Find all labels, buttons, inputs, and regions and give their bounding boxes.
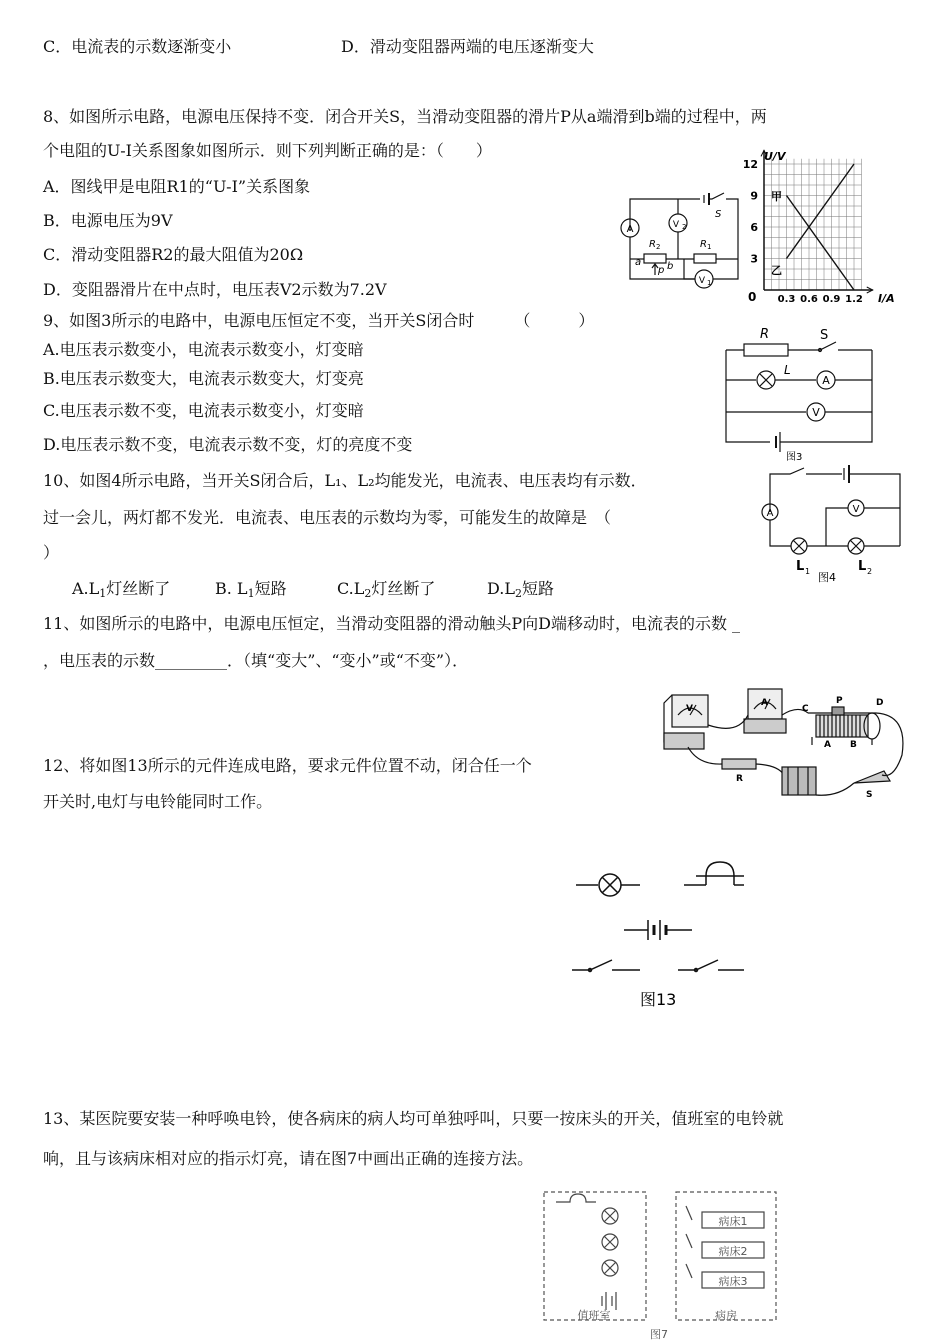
q8-r1-label: R <box>700 239 707 250</box>
graph-x-axis-label: I/A <box>878 292 895 305</box>
graph-ticks <box>743 158 863 305</box>
graph-origin-label: 0 <box>748 290 757 304</box>
q13-bed-3-label: 病床3 <box>718 1275 748 1288</box>
q9-switch-label: S <box>820 328 829 343</box>
x-tick-label: 0.9 <box>822 294 841 305</box>
q10-option-b: B. $L_1$短路 <box>215 579 287 600</box>
q8-v2-label: V <box>672 220 680 230</box>
q9-option-d: D.电压表示数不变，电流表示数不变，灯的亮度不变 <box>43 435 413 454</box>
y-tick-label: 9 <box>750 189 758 203</box>
q12-components-figure <box>568 852 754 1012</box>
q10-figure-caption: 图4 <box>818 571 836 584</box>
q8-stem-line2: 个电阻的U-I关系图象如图所示．则下列判断正确的是：（ ） <box>43 141 492 160</box>
q7-option-c: C．电流表的示数逐渐变小 <box>43 37 232 56</box>
q13-hospital-figure <box>536 1186 786 1342</box>
q10-option-a: $A.L_1$灯丝断了 <box>72 579 171 600</box>
q12-stem-line2: 开关时,电灯与电铃能同时工作。 <box>43 792 273 811</box>
graph-series-jia-label: 甲 <box>771 190 782 203</box>
series-line-yi <box>787 164 855 259</box>
q11-apparatus-figure <box>658 685 910 800</box>
q8-v2-sub: 2 <box>682 223 687 231</box>
graph-series-yi-label: 乙 <box>771 264 782 277</box>
q11-terminal-b-label: B <box>850 740 857 750</box>
x-tick-label: 1.2 <box>845 294 863 305</box>
q11-stem-line1: 11、如图所示的电路中，电源电压恒定，当滑动变阻器的滑动触头P向D端移动时，电流表的示数 _ <box>43 614 741 633</box>
q11-switch-label: S <box>866 790 873 800</box>
q8-r2-sub: 2 <box>656 243 661 251</box>
q13-stem-line1: 13、某医院要安装一种呼唤电铃，使各病床的病人均可单独呼叫，只要一按床头的开关，值班室的电铃就 <box>43 1109 784 1128</box>
q8-option-c: C．滑动变阻器R2的最大阻值为20Ω <box>43 245 304 264</box>
q11-terminal-c-label: C <box>802 704 809 714</box>
q7-option-d: D．滑动变阻器两端的电压逐渐变大 <box>341 37 594 56</box>
q9-option-a: A.电压表示数变小，电流表示数变小，灯变暗 <box>43 340 364 359</box>
q13-bed-2-label: 病床2 <box>718 1245 748 1258</box>
q13-bed-1-label: 病床1 <box>718 1215 748 1228</box>
q10-l1-sub: 1 <box>805 567 811 576</box>
q8-end-a-label: a <box>635 257 642 268</box>
x-tick-label: 0.3 <box>777 294 796 305</box>
q11-stem-line2: ，电压表的示数_________．（填“变大”、“变小”或“不变”）． <box>43 651 469 670</box>
y-tick-label: 6 <box>750 221 758 234</box>
y-tick-label: 12 <box>742 158 758 171</box>
q8-v1-sub: 1 <box>707 279 712 287</box>
q11-voltmeter-label: V <box>686 704 693 714</box>
q9-lamp-label: L <box>784 363 791 377</box>
q10-circuit-figure <box>760 464 910 582</box>
x-tick-label: 0.6 <box>800 294 818 305</box>
q8-ammeter-label: A <box>626 224 634 235</box>
q10-option-c: $C.L_2$灯丝断了 <box>337 579 436 600</box>
q8-stem-line1: 8、如图所示电路，电源电压保持不变．闭合开关S，当滑动变阻器的滑片P从a端滑到b端的过程中，两 <box>43 107 767 126</box>
q8-option-b: B．电源电压为9V <box>43 211 173 230</box>
q9-circuit-figure <box>720 322 880 463</box>
q12-stem-line1: 12、将如图13所示的元件连成电路，要求元件位置不动，闭合任一个 <box>43 756 532 775</box>
q8-option-d: D．变阻器滑片在中点时，电压表V2示数为7.2V <box>43 280 387 299</box>
q13-duty-room-label: 值班室 <box>577 1309 611 1322</box>
q8-r1-sub: 1 <box>707 243 712 251</box>
q13-ward-label: 病房 <box>715 1309 737 1322</box>
q8-switch-label: S <box>715 209 722 220</box>
q9-resistor-label: R <box>760 327 770 342</box>
q10-l2-sub: 2 <box>867 567 873 576</box>
q8-slider-p-label: p <box>658 265 665 276</box>
q8-v1-label: V <box>698 276 706 286</box>
q10-stem-line1: 10、如图4所示电路，当开关S闭合后，L₁、L₂均能发光，电流表、电压表均有示数． <box>43 471 647 490</box>
q8-r2-label: R <box>649 239 656 250</box>
q11-ammeter-label: A <box>761 698 768 708</box>
q10-voltmeter-label: V <box>852 504 860 515</box>
y-tick-label: 3 <box>750 252 758 266</box>
q11-terminal-d-label: D <box>876 698 884 708</box>
q13-stem-line2: 响，且与该病床相对应的指示灯亮，请在图7中画出正确的连接方法。 <box>43 1149 534 1168</box>
q9-option-b: B.电压表示数变大，电流表示数变大，灯变亮 <box>43 369 364 388</box>
q8-ui-graph <box>740 148 900 306</box>
q10-option-d: $D.L_2$短路 <box>487 579 554 600</box>
q9-figure-caption: 图3 <box>786 452 803 463</box>
q9-stem: 9、如图3所示的电路中，电源电压恒定不变，当开关S闭合时 （ ） <box>43 311 595 330</box>
q10-l2-label: L <box>858 559 867 574</box>
q9-option-c: C.电压表示数不变，电流表示数变小，灯变暗 <box>43 401 364 420</box>
q9-ammeter-label: A <box>822 374 830 387</box>
q10-stem-line2: 过一会儿，两灯都不发光．电流表、电压表的示数均为零，可能发生的故障是 （ <box>43 508 612 527</box>
q8-end-b-label: b <box>667 261 674 272</box>
graph-y-axis-label: U/V <box>764 150 786 163</box>
q9-voltmeter-label: V <box>812 406 820 419</box>
q11-slider-p-label: P <box>836 696 843 706</box>
q11-answer-blank[interactable]: _________ <box>155 651 228 670</box>
q10-stem-line3: ） <box>43 543 60 562</box>
q11-terminal-a-label: A <box>824 740 831 750</box>
q8-option-a: A．图线甲是电阻R1的“U-I”关系图象 <box>43 177 311 196</box>
q11-resistor-label: R <box>736 774 743 784</box>
q8-circuit-figure <box>612 193 748 296</box>
q10-l1-label: L <box>796 559 805 574</box>
q12-figure-caption: 图13 <box>640 990 677 1009</box>
q10-ammeter-label: A <box>766 508 774 519</box>
series-line-jia <box>787 196 855 291</box>
q13-figure-caption: 图7 <box>650 1328 668 1341</box>
